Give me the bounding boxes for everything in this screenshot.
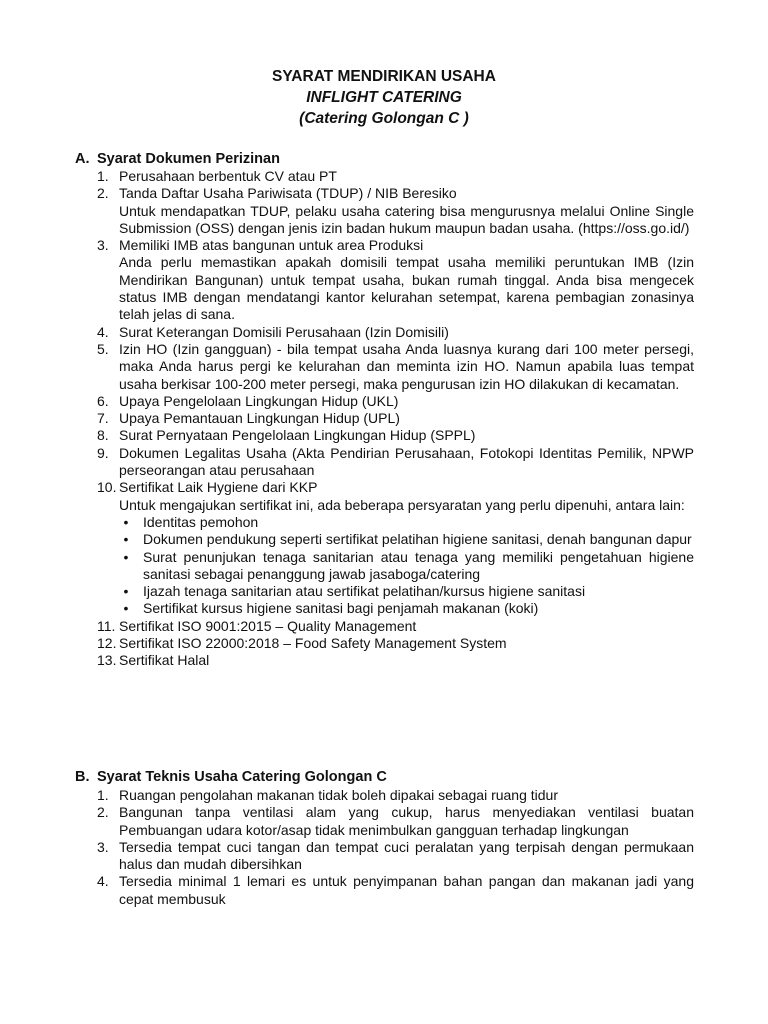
list-item xyxy=(97,652,694,669)
item-number: 1. xyxy=(97,168,109,184)
list-item xyxy=(97,168,694,185)
item-number: 5. xyxy=(97,340,109,357)
bullet-text: Identitas pemohon xyxy=(143,513,259,530)
item-text: Surat Pernyataan Pengelolaan Lingkungan Hidup (SPPL) xyxy=(119,427,476,444)
item-text: Perusahaan berbentuk CV atau PT xyxy=(119,168,337,184)
item-text: Sertifikat Halal xyxy=(119,652,210,669)
list-item xyxy=(97,185,694,237)
item-text: Upaya Pengelolaan Lingkungan Hidup (UKL) xyxy=(119,392,399,409)
bullet-text: Dokumen pendukung seperti sertifikat pelatihan higiene sanitasi, denah bangunan dapur xyxy=(143,531,692,548)
bullet-item xyxy=(119,583,694,600)
item-number: 2. xyxy=(97,804,109,821)
bullet-item xyxy=(119,600,694,617)
item-text: Dokumen Legalitas Usaha (Akta Pendirian Perusahaan, Fotokopi Identitas Pemilik, NPWP perseorangan atau perusahaan xyxy=(119,444,694,479)
list-item xyxy=(97,445,694,480)
list-item xyxy=(97,618,694,635)
bullet-text: Surat penunjukan tenaga sanitarian atau tenaga yang memiliki pengetahuan higiene sanitasi sebagai penanggung jawab jasaboga/catering xyxy=(143,548,694,582)
item-text: Tersedia tempat cuci tangan dan tempat cuci peralatan yang terpisah dengan permukaan halus dan mudah dibersihkan xyxy=(119,838,694,873)
list-item xyxy=(97,839,694,874)
item-number: 6. xyxy=(97,392,109,409)
item-number: 12. xyxy=(97,635,117,652)
item-number: 8. xyxy=(97,427,109,444)
list-item xyxy=(97,873,694,908)
item-number: 13. xyxy=(97,652,117,669)
item-number: 3. xyxy=(97,838,109,855)
item-text: Izin HO (Izin gangguan) - bila tempat usaha Anda luasnya kurang dari 100 meter persegi, maka Anda harus pergi ke kelurahan dan meminta izin HO. Namun apabila luas tempat usaha berkisar 100-200 meter persegi, maka pengurusan izin HO dilakukan di kecamatan. xyxy=(119,340,694,392)
bullet-item xyxy=(119,531,694,548)
section-b-heading xyxy=(75,769,387,785)
list-item xyxy=(97,410,694,427)
list-item xyxy=(97,324,694,341)
list-item xyxy=(97,787,694,804)
section-b-letter: B. xyxy=(75,769,90,785)
bullet-icon: • xyxy=(123,583,129,600)
item-text: Sertifikat ISO 9001:2015 – Quality Management xyxy=(119,617,417,634)
item-description: Anda perlu memastikan apakah domisili tempat usaha memiliki peruntukan IMB (Izin Mendirikan Bangunan) untuk tempat usaha, bukan rumah tinggal. Anda bisa mengecek status IMB dengan mendatangi kantor kelurahan setempat, karena pembagian zonasinya telah jelas di sana. xyxy=(119,254,694,323)
section-b-title: Syarat Teknis Usaha Catering Golongan C xyxy=(97,769,387,785)
list-item xyxy=(97,479,694,617)
bullet-item xyxy=(119,514,694,531)
hygiene-requirements-list xyxy=(119,514,694,618)
bullet-icon: • xyxy=(123,600,129,617)
bullet-icon: • xyxy=(123,513,129,530)
list-item xyxy=(97,804,694,839)
title-line-3: (Catering Golongan C ) xyxy=(299,110,469,127)
item-number: 7. xyxy=(97,410,109,427)
item-number: 9. xyxy=(97,444,109,461)
document-title-block xyxy=(0,66,768,129)
item-number: 11. xyxy=(97,617,116,634)
item-text: Surat Keterangan Domisili Perusahaan (Izin Domisili) xyxy=(119,323,449,340)
bullet-text: Sertifikat kursus higiene sanitasi bagi penjamah makanan (koki) xyxy=(143,600,539,617)
list-item xyxy=(97,427,694,444)
section-a-title: Syarat Dokumen Perizinan xyxy=(97,151,280,167)
section-a-letter: A. xyxy=(75,151,90,167)
title-line-1: SYARAT MENDIRIKAN USAHA xyxy=(272,68,496,85)
item-text: Tanda Daftar Usaha Pariwisata (TDUP) / NIB Beresiko xyxy=(119,185,457,202)
list-item xyxy=(97,393,694,410)
item-number: 4. xyxy=(97,323,109,340)
section-b-list xyxy=(97,787,694,908)
item-description: Untuk mengajukan sertifikat ini, ada beberapa persyaratan yang perlu dipenuhi, antara lain: xyxy=(119,496,685,513)
section-a-heading xyxy=(75,151,280,167)
bullet-icon: • xyxy=(123,548,129,565)
list-item xyxy=(97,341,694,393)
section-a-list xyxy=(97,168,694,670)
bullet-text: Ijazah tenaga sanitarian atau sertifikat pelatihan/kursus higiene sanitasi xyxy=(143,583,586,600)
item-text: Bangunan tanpa ventilasi alam yang cukup, harus menyediakan ventilasi buatan Pembuangan udara kotor/asap tidak menimbulkan gangguan terhadap lingkungan xyxy=(119,804,694,838)
item-text: Upaya Pemantauan Lingkungan Hidup (UPL) xyxy=(119,410,400,427)
item-number: 4. xyxy=(97,873,109,890)
item-number: 10. xyxy=(97,479,117,496)
bullet-item xyxy=(119,549,694,584)
item-number: 3. xyxy=(97,237,109,254)
title-line-2: INFLIGHT CATERING xyxy=(306,89,462,106)
list-item xyxy=(97,237,694,323)
item-text: Tersedia minimal 1 lemari es untuk penyimpanan bahan pangan dan makanan jadi yang cepat membusuk xyxy=(119,873,694,907)
list-item xyxy=(97,635,694,652)
item-text: Sertifikat ISO 22000:2018 – Food Safety Management System xyxy=(119,635,507,652)
item-description: Untuk mendapatkan TDUP, pelaku usaha catering bisa mengurusnya melalui Online Single Submission (OSS) dengan jenis izin badan hukum maupun badan usaha. (https://oss.go.id/) xyxy=(119,202,694,236)
item-text: Ruangan pengolahan makanan tidak boleh dipakai sebagai ruang tidur xyxy=(119,787,558,803)
item-number: 2. xyxy=(97,185,109,202)
item-text: Sertifikat Laik Hygiene dari KKP xyxy=(119,479,318,496)
item-number: 1. xyxy=(97,787,109,803)
item-text: Memiliki IMB atas bangunan untuk area Produksi xyxy=(119,237,424,254)
bullet-icon: • xyxy=(123,531,129,548)
